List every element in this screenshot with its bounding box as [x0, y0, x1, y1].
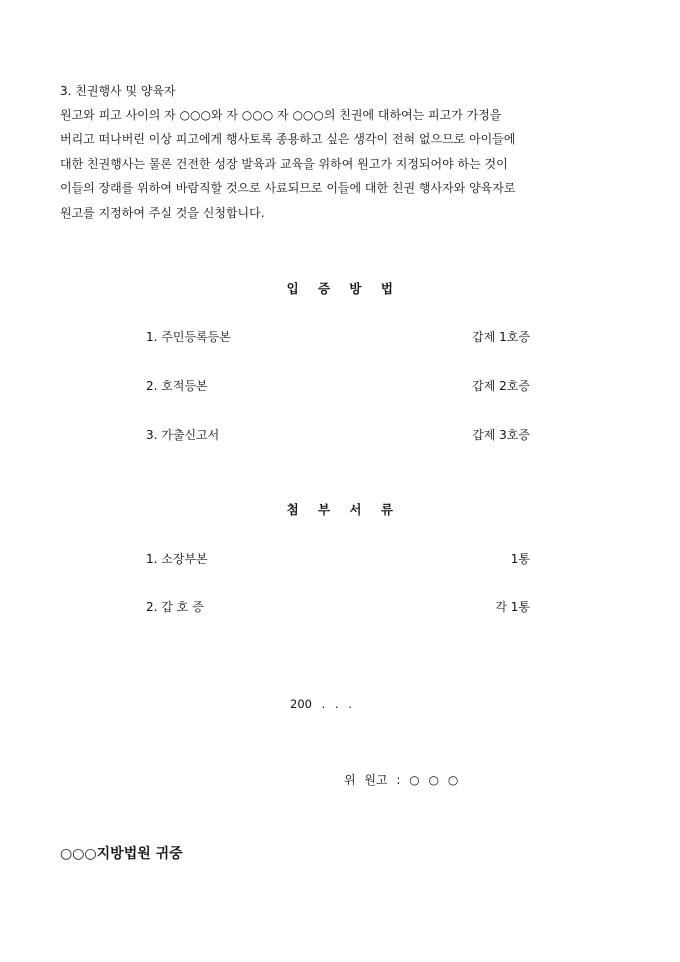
evidence-item-value: 갑제 2호증: [472, 379, 530, 393]
document-date: 200 . . .: [290, 697, 352, 711]
attachment-item-label: 2. 갑 호 증: [146, 600, 204, 614]
plaintiff-signature: 위 원고 : ○ ○ ○: [344, 773, 459, 787]
evidence-item-label: 2. 호적등본: [146, 379, 208, 393]
attachment-item-value: 각 1통: [495, 600, 530, 614]
paragraph-line: 원고를 지정하여 주실 것을 신청합니다.: [60, 206, 265, 220]
evidence-heading: 입 증 방 법: [286, 281, 394, 296]
evidence-item-label: 3. 가출신고서: [146, 428, 220, 442]
paragraph-line: 이들의 장래를 위하여 바람직할 것으로 사료되므로 이들에 대한 친권 행사자와 양육자로: [60, 181, 516, 195]
evidence-item-value: 갑제 1호증: [472, 330, 530, 344]
section-title: 3. 친권행사 및 양육자: [60, 84, 176, 98]
evidence-item-label: 1. 주민등록등본: [146, 330, 231, 344]
attachments-heading: 첨 부 서 류: [286, 502, 394, 517]
attachment-item-label: 1. 소장부본: [146, 552, 208, 566]
paragraph-line: 원고와 피고 사이의 자 ○○○와 자 ○○○ 자 ○○○의 친권에 대하여는 피고가 가정을: [60, 108, 502, 122]
evidence-item-value: 갑제 3호증: [472, 428, 530, 442]
attachment-item-value: 1통: [510, 552, 530, 566]
paragraph-line: 대한 친권행사는 물론 건전한 성장 발육과 교육을 위하여 원고가 지정되어야 하는 것이: [60, 157, 508, 171]
court-addressee: ○○○지방법원 귀중: [60, 846, 183, 862]
paragraph-line: 버리고 떠나버린 이상 피고에게 행사토록 종용하고 싶은 생각이 전혀 없으므로 아이들에: [60, 132, 516, 146]
